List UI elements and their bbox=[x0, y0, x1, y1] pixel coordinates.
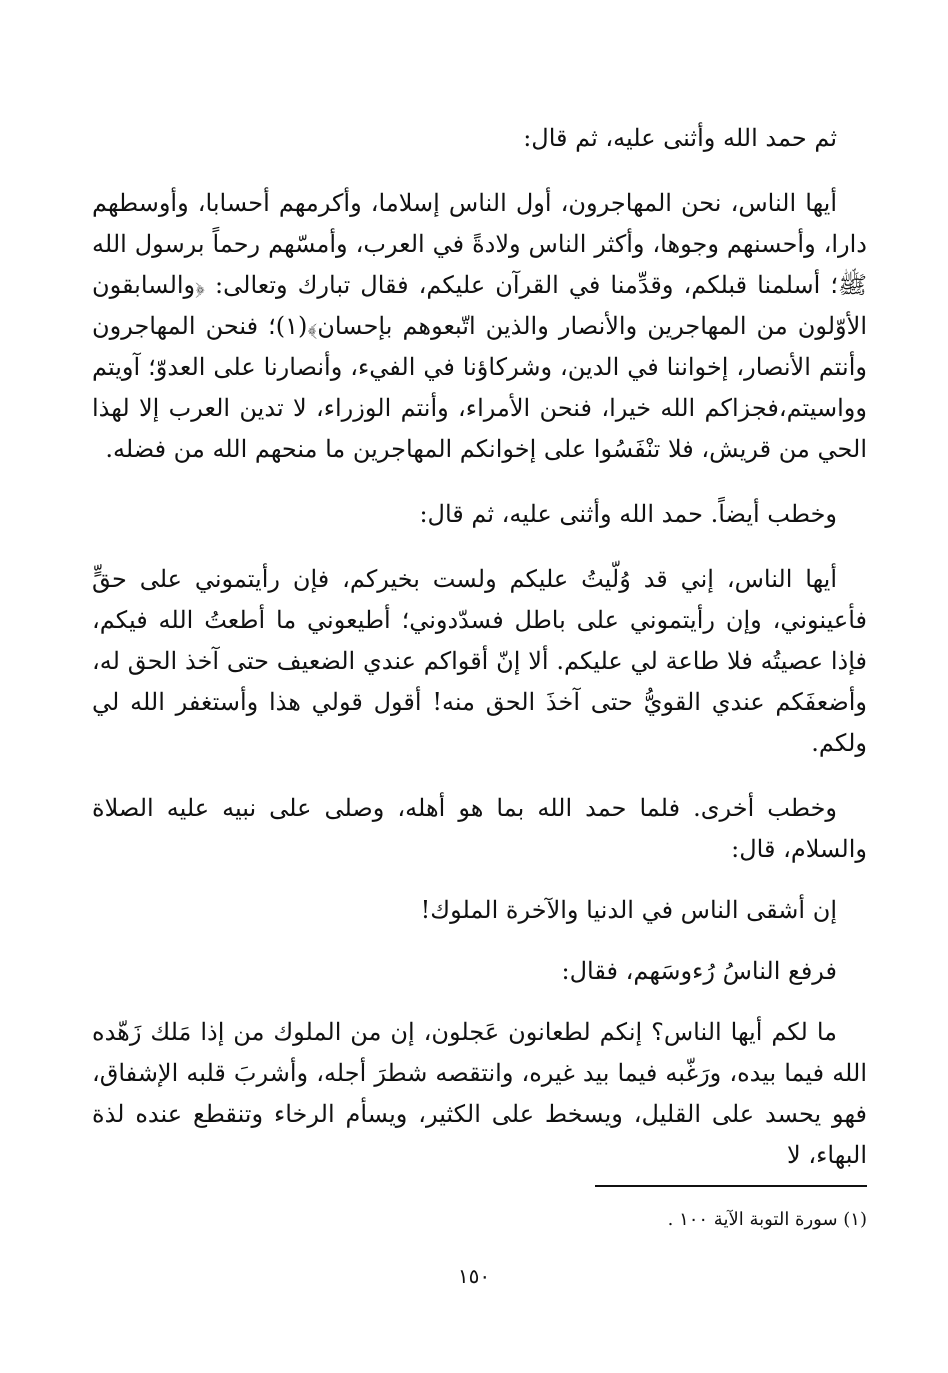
paragraph-kings-statement: إن أشقى الناس في الدنيا والآخرة الملوك! bbox=[420, 896, 837, 924]
paragraph-sermon-2-intro: وخطب أيضاً. حمد الله وأثنى عليه، ثم قال: bbox=[419, 500, 837, 528]
footnote-divider bbox=[595, 1185, 867, 1187]
paragraph-speech-2: أيها الناس، إني قد وُلّيتُ عليكم ولست بخيركم، فإن رأيتموني على حقٍّ فأعينوني، وإن رأيتموني على باطل فسدّدوني؛ أطيعوني ما أطعتُ الله فيكم، فإذا عصيتُه فلا طاعة لي عليكم. ألا إنّ أقواكم عندي الضعيف حتى آخذ الحق له، وأضعفَكم عندي القويُّ حتى آخذَ الحق منه! أقول قولي هذا وأستغفر الله لي ولكم. bbox=[92, 565, 867, 757]
paragraph-sermon-3-intro: وخطب أخرى. فلما حمد الله بما هو أهله، وصلى على نبيه عليه الصلاة والسلام، قال: bbox=[92, 794, 867, 863]
paragraph-intro: ثم حمد الله وأثنى عليه، ثم قال: bbox=[523, 124, 837, 152]
footnote: (١) سورة التوبة الآية ١٠٠ . bbox=[667, 1209, 867, 1230]
paragraph-people-reaction: فرفع الناسُ رُءوسَهم، فقال: bbox=[561, 957, 837, 985]
paragraph-speech-1: أيها الناس، نحن المهاجرون، أول الناس إسلاما، وأكرمهم أحسابا، وأوسطهم دارا، وأحسنهم وجوها، وأكثر الناس ولادةً في العرب، وأمسّهم رحماً برسول الله ﷺ؛ أسلمنا قبلكم، وقدِّمنا في القرآن عليكم، فقال تبارك وتعالى: ﴿والسابقون الأوّلون من المهاجرين والأنصار والذين اتّبعوهم بإحسان﴾(١)؛ فنحن المهاجرون وأنتم الأنصار، إخواننا في الدين، وشركاؤنا في الفيء، وأنصارنا على العدوّ؛ آويتم وواسيتم،فجزاكم الله خيرا، فنحن الأمراء، وأنتم الوزراء، لا تدين العرب إلا لهذا الحي من قريش، فلا تنْفَسُوا على إخوانكم المهاجرين ما منحهم الله من فضله. bbox=[92, 189, 867, 463]
paragraph-speech-3: ما لكم أيها الناس؟ إنكم لطعانون عَجلون، إن من الملوك من إذا مَلك زَهّده الله فيما بيده، ورَغّبه فيما بيد غيره، وانتقصه شطرَ أجله، وأشربَ قلبه الإشفاق، فهو يحسد على القليل، ويسخط على الكثير، ويسأم الرخاء وتنقطع عنده لذة البهاء، لا bbox=[92, 1018, 867, 1169]
page-body bbox=[92, 118, 867, 1176]
page-number: ١٥٠ bbox=[457, 1264, 491, 1288]
